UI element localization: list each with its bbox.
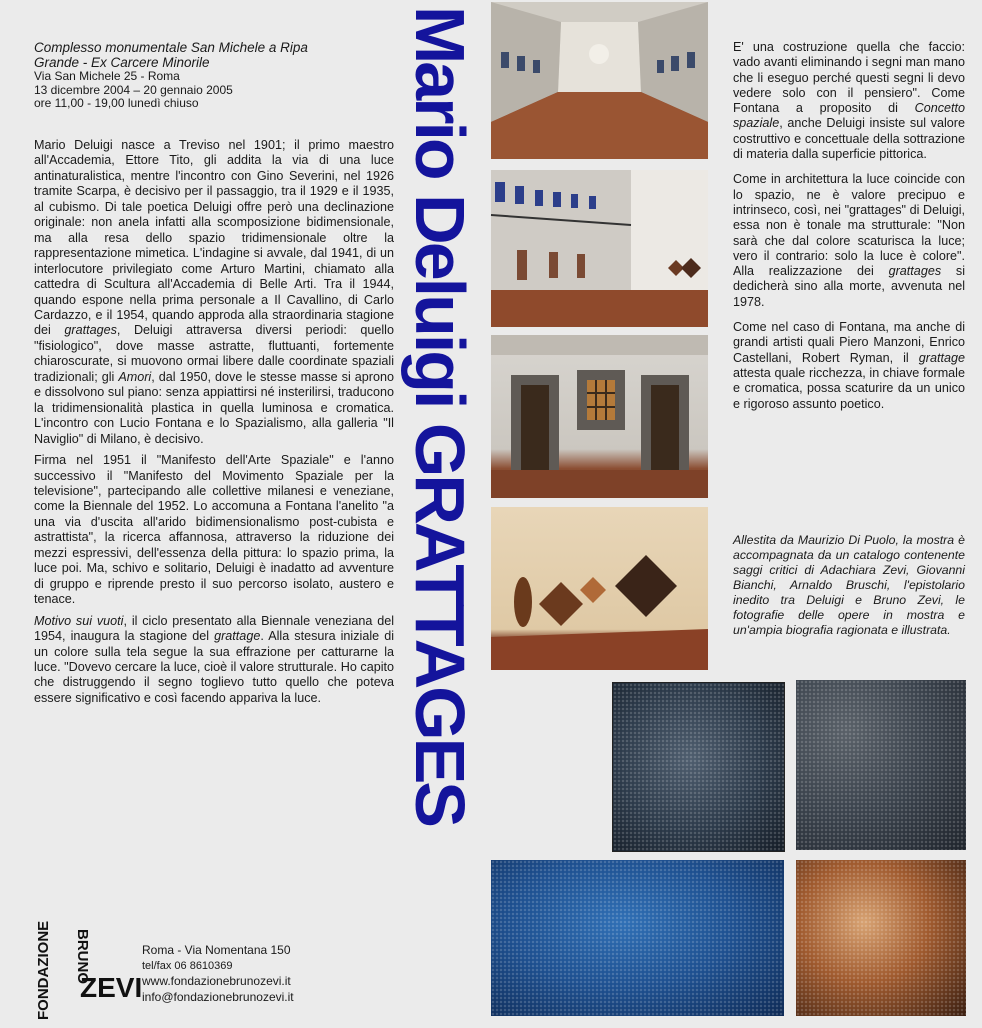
exhibition-title: Mario Deluigi GRATTAGES xyxy=(401,6,479,825)
foundation-address: Roma - Via Nomentana 150 xyxy=(142,943,291,957)
grattage-artwork-blue xyxy=(491,860,784,1016)
foundation-website[interactable]: www.fondazionebrunozevi.it xyxy=(142,974,291,988)
corridor-illustration xyxy=(491,2,708,159)
installation-photo-corridor xyxy=(491,2,708,159)
bio-paragraph-2: Firma nel 1951 il "Manifesto dell'Arte Spaziale" e l'anno successivo il "Manifesto del Movimento Spaziale per la televisione", partecipando alle collettive milanesi e veneziane, come la Biennale del 1952. Lo accomuna a Fontana l'anelito "a una via d'uscita all'arido bidimensionalismo post-cubista e astrattista", la ricerca affannosa, attraverso la riduzione dei mezzi espressivi, dell'essenza della pittura: lo spazio prima, la luce poi. Ma, schivo e solitario, Deluigi è inadatto ad avventure di gruppo e riprende presto il suo percorso isolato, austero e tenace. xyxy=(34,453,394,607)
venue-address: Via San Michele 25 - Roma xyxy=(34,69,180,83)
venue-name-line1: Complesso monumentale San Michele a Ripa xyxy=(34,40,308,55)
grattage-texture xyxy=(796,860,966,1016)
grattage-artwork-dark-blue xyxy=(612,682,785,852)
grattage-texture xyxy=(613,683,784,851)
grattage-texture xyxy=(796,680,966,850)
bio-paragraph-1: Mario Deluigi nasce a Treviso nel 1901; il primo maestro all'Accademia, Ettore Tito, gli addita la via di una luce antinaturalistica, mentre l'incontro con Gino Severini, nel 1926 tramite Scarpa, è decisivo per il passaggio, tra il 1929 e il 1935, al cubismo. Di tale poetica Deluigi offre però una declinazione originale: non anela infatti alla scomposizione bidimensionale, ma alla resa dello spazio tridimensionale oltre la rappresentazione mimetica. L'indagine si avvale, dal 1941, di un interlocutore privilegiato come Arturo Martini, chiamato alla cattedra di Scultura all'Accademia di Belle Arti. Tra il 1944, quando espone nella prima personale a Il Cavallino, di Carlo Cardazzo, e il 1954, quando approda alla straordinaria stagione dei grattages, Deluigi attraversa diversi periodi: quello "fisiologico", dove masse astratte, fluttuanti, fortemente chiaroscurate, si muovono ormai libere dalle coordinate spaziali tradizionali; gli Amori, dal 1950, dove le stesse masse si aprono e dissolvono sul piano: senza appiattirsi né insterilirsi, traducono la tridimensionalità plastica in quella luminosa e cromatica. L'incontro con Lucio Fontana e lo Spazialismo, alla galleria "Il Naviglio" di Milano, è decisivo. xyxy=(34,138,394,446)
paintings-illustration xyxy=(491,507,708,670)
cells-illustration xyxy=(491,335,708,498)
foundation-contacts xyxy=(142,943,392,1005)
installation-photo-paintings xyxy=(491,507,708,670)
title-band xyxy=(402,6,482,1022)
continued-text xyxy=(733,40,965,422)
foundation-email[interactable]: info@fondazionebrunozevi.it xyxy=(142,989,294,1004)
catalogue-credits: Allestita da Maurizio Di Puolo, la mostra è accompagnata da un catalogo contenente saggi critici di Adachiara Zevi, Giovanni Bianchi, Arnaldo Bruschi, l'epistolario inedito tra Deluigi e Bruno Zevi, le fotografie delle opere in mostra e un'ampia biografia ragionata e illustrata. xyxy=(733,533,965,637)
installation-photo-gallery-wing xyxy=(491,170,708,327)
logo-word-2: BRUNO xyxy=(74,929,91,984)
fondazione-bruno-zevi-logo xyxy=(34,920,143,1020)
venue-name-line2: Grande - Ex Carcere Minorile xyxy=(34,55,210,70)
grattage-artwork-copper xyxy=(796,860,966,1016)
installation-photo-cells xyxy=(491,335,708,498)
grattage-artwork-grey xyxy=(796,680,966,850)
right-paragraph-2: Come in architettura la luce coincide con lo spazio, ne è valore precipuo e intrinseco, così, nei "grattages" di Deluigi, essa non è tonale ma strutturale: "Non sarà che dal colore scaturisca la luce; vero il contrario: solo la luce è colore". Alla realizzazione dei grattages si dedicherà sino alla morte, avvenuta nel 1978. xyxy=(733,172,965,309)
logo-word-3: ZEVI xyxy=(80,972,143,1003)
foundation-phone: tel/fax 06 8610369 xyxy=(142,959,233,972)
exhibition-dates: 13 dicembre 2004 – 20 gennaio 2005 xyxy=(34,82,233,97)
gallery-wing-illustration xyxy=(491,170,708,327)
right-paragraph-1: E' una costruzione quella che faccio: vado avanti eliminando i segni man mano che li eseguo perché questi segni li devo vedere solo con il pensiero". Come Fontana a proposito di Concetto spaziale, anche Deluigi insiste sul valore costruttivo e concettuale della sottrazione di materia dalla superficie pittorica. xyxy=(733,40,966,162)
venue-block xyxy=(34,40,394,111)
biography-text xyxy=(34,138,394,712)
bio-paragraph-3: Motivo sui vuoti, il ciclo presentato alla Biennale veneziana del 1954, inaugura la stagione del grattage. Alla stesura iniziale di un colore sulla tela segue la sua effrazione per catturarne la luce. "Dovevo cercare la luce, cioè il valore strutturale. Ho capito che distruggendo il segno toglievo tutto quello che poteva essere significativo e così facendo appariva la luce. xyxy=(34,613,395,705)
logo-word-1: FONDAZIONE xyxy=(35,920,52,1020)
opening-hours: ore 11,00 - 19,00 lunedì chiuso xyxy=(34,96,199,110)
right-paragraph-3: Come nel caso di Fontana, ma anche di grandi artisti quali Piero Manzoni, Enrico Castellani, Robert Ryman, il grattage attesta quale ricchezza, in chiave formale e cromatica, possa scaturire da un unico e rigoroso assunto poetico. xyxy=(733,320,965,411)
grattage-texture xyxy=(491,860,784,1016)
